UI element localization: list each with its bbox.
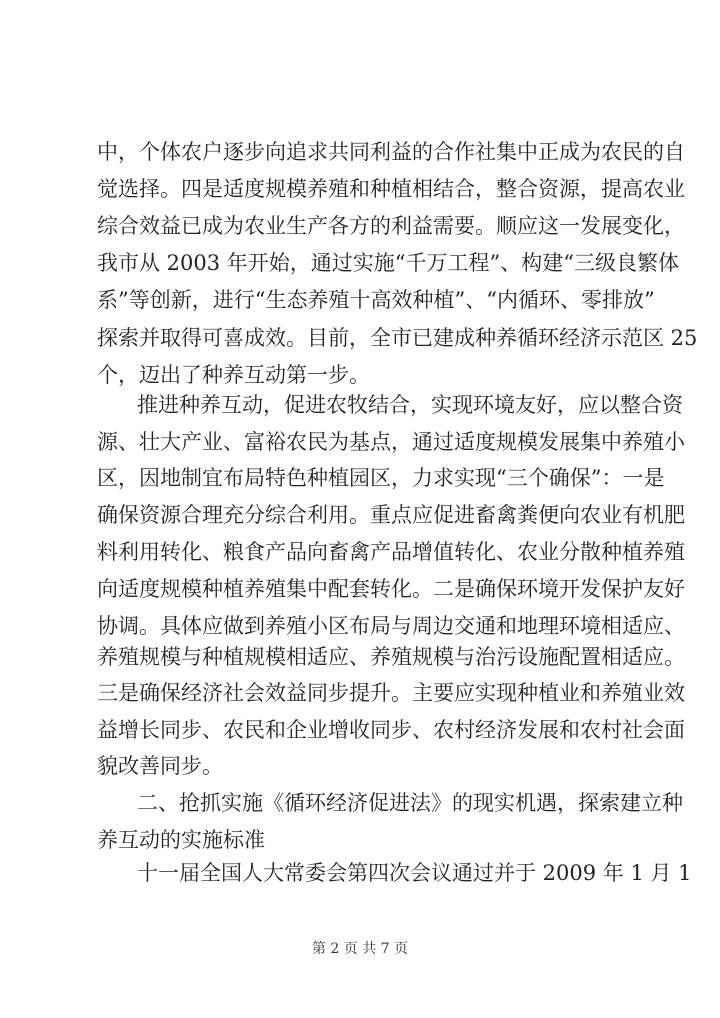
paragraph-2-line: 三是确保经济社会效益同步提升。主要应实现种植业和养殖业效 xyxy=(97,681,685,705)
paragraph-1-line: 系”等创新，进行“生态养殖十高效种植”、“内循环、零排放” xyxy=(97,288,655,312)
paragraph-1-line: 中，个体农户逐步向追求共同利益的合作社集中正成为农民的自 xyxy=(97,140,685,164)
paragraph-1-line: 综合效益已成为农业生产各方的利益需要。顺应这一发展变化， xyxy=(97,214,685,238)
paragraph-2-line: 向适度规模种植养殖集中配套转化。二是确保环境开发保护友好 xyxy=(97,577,685,601)
paragraph-4-line: 十一届全国人大常委会第四次会议通过并于 2009 年 1 月 1 xyxy=(137,861,692,885)
paragraph-2-line: 源、壮大产业、富裕农民为基点，通过适度规模发展集中养殖小 xyxy=(97,430,685,454)
paragraph-2-line: 确保资源合理充分综合利用。重点应促进畜禽粪便向农业有机肥 xyxy=(97,503,685,527)
paragraph-3-line: 二、抢抓实施《循环经济促进法》的现实机遇，探索建立种 xyxy=(137,791,683,815)
paragraph-1-line: 我市从 2003 年开始，通过实施“千万工程”、构建“三级良繁体 xyxy=(97,251,679,275)
page-footer: 第 2 页 共 7 页 xyxy=(311,941,409,957)
paragraph-2-line: 养殖规模与种植规模相适应、养殖规模与治污设施配置相适应。 xyxy=(97,645,685,669)
paragraph-2-line: 推进种养互动，促进农牧结合，实现环境友好，应以整合资 xyxy=(137,393,683,417)
paragraph-2-line: 区，因地制宜布局特色种植园区，力求实现“三个确保”：一是 xyxy=(97,466,665,490)
paragraph-3-line: 养互动的实施标准 xyxy=(97,828,265,852)
paragraph-2-line: 料利用转化、粮食产品向畜禽产品增值转化、农业分散种植养殖 xyxy=(97,540,685,564)
paragraph-2-line: 益增长同步、农民和企业增收同步、农村经济发展和农村社会面 xyxy=(97,718,685,742)
paragraph-2-line: 协调。具体应做到养殖小区布局与周边交通和地理环境相适应、 xyxy=(97,614,685,638)
paragraph-1-line: 探索并取得可喜成效。目前，全市已建成种养循环经济示范区 25 xyxy=(97,326,698,350)
paragraph-1-line: 觉选择。四是适度规模养殖和种植相结合，整合资源，提高农业 xyxy=(97,177,685,201)
paragraph-1-line: 个，迈出了种养互动第一步。 xyxy=(97,363,370,387)
paragraph-2-line: 貌改善同步。 xyxy=(97,754,223,778)
